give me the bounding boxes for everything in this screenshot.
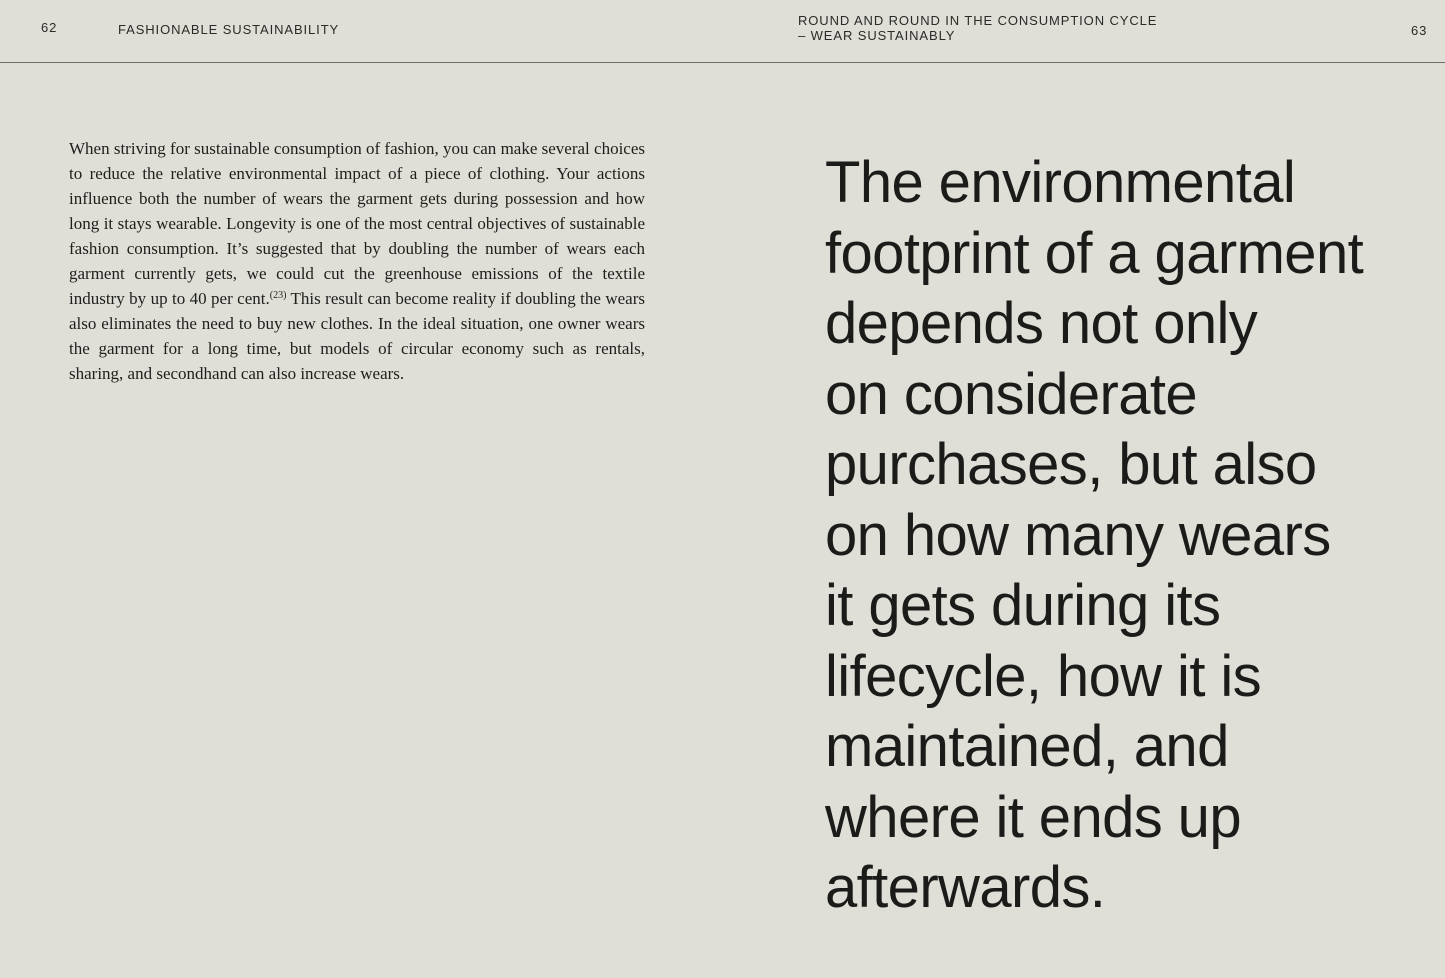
page-header — [0, 0, 1445, 63]
right-running-title — [798, 13, 1157, 43]
body-paragraph — [69, 136, 645, 386]
right-page-number: 63 — [1411, 23, 1428, 38]
pull-quote-line: maintained, and — [825, 714, 1229, 779]
pull-quote-line: The environmental — [825, 150, 1296, 215]
pull-quote-line: afterwards. — [825, 855, 1106, 920]
pull-quote-line: on considerate — [825, 361, 1198, 427]
pull-quote-line: lifecycle, how it is — [825, 643, 1262, 709]
pull-quote-line: depends not only — [825, 291, 1258, 356]
pull-quote — [825, 148, 1425, 924]
pull-quote-line: footprint of a garment — [825, 220, 1364, 286]
body-text-before-reference: When striving for sustainable consumption of fashion, you can make several choices to reduce the relative environmental impact of a piece of clothing. Your actions influence both the number of wears the garment gets during possession and how long it stays wearable. Longevity is one of the most central objectives of sustainable fashion consumption. It’s suggested that by doubling the number of wears each garment currently gets, we could cut the greenhouse emissions of the textile industry by up to 40 per cent. — [69, 139, 645, 308]
body-text-after-reference: This result can become reality if doubling the wears also eliminates the need to buy new clothes. In the ideal situation, one owner wears the garment for a long time, but models of circular economy such as rentals, sharing, and secondhand can also increase wears. — [69, 289, 645, 383]
pull-quote-line: purchases, but also — [825, 432, 1317, 497]
pull-quote-line: on how many wears — [825, 502, 1331, 568]
pull-quote-line: where it ends up — [825, 784, 1241, 850]
pull-quote-line: it gets during its — [825, 573, 1221, 638]
left-page-number: 62 — [41, 20, 58, 35]
right-running-title-line2: – WEAR SUSTAINABLY — [798, 28, 956, 43]
left-running-title: FASHIONABLE SUSTAINABILITY — [118, 22, 340, 37]
right-running-title-line1: ROUND AND ROUND IN THE CONSUMPTION CYCLE — [798, 13, 1158, 28]
reference-marker: (23) — [269, 290, 287, 301]
